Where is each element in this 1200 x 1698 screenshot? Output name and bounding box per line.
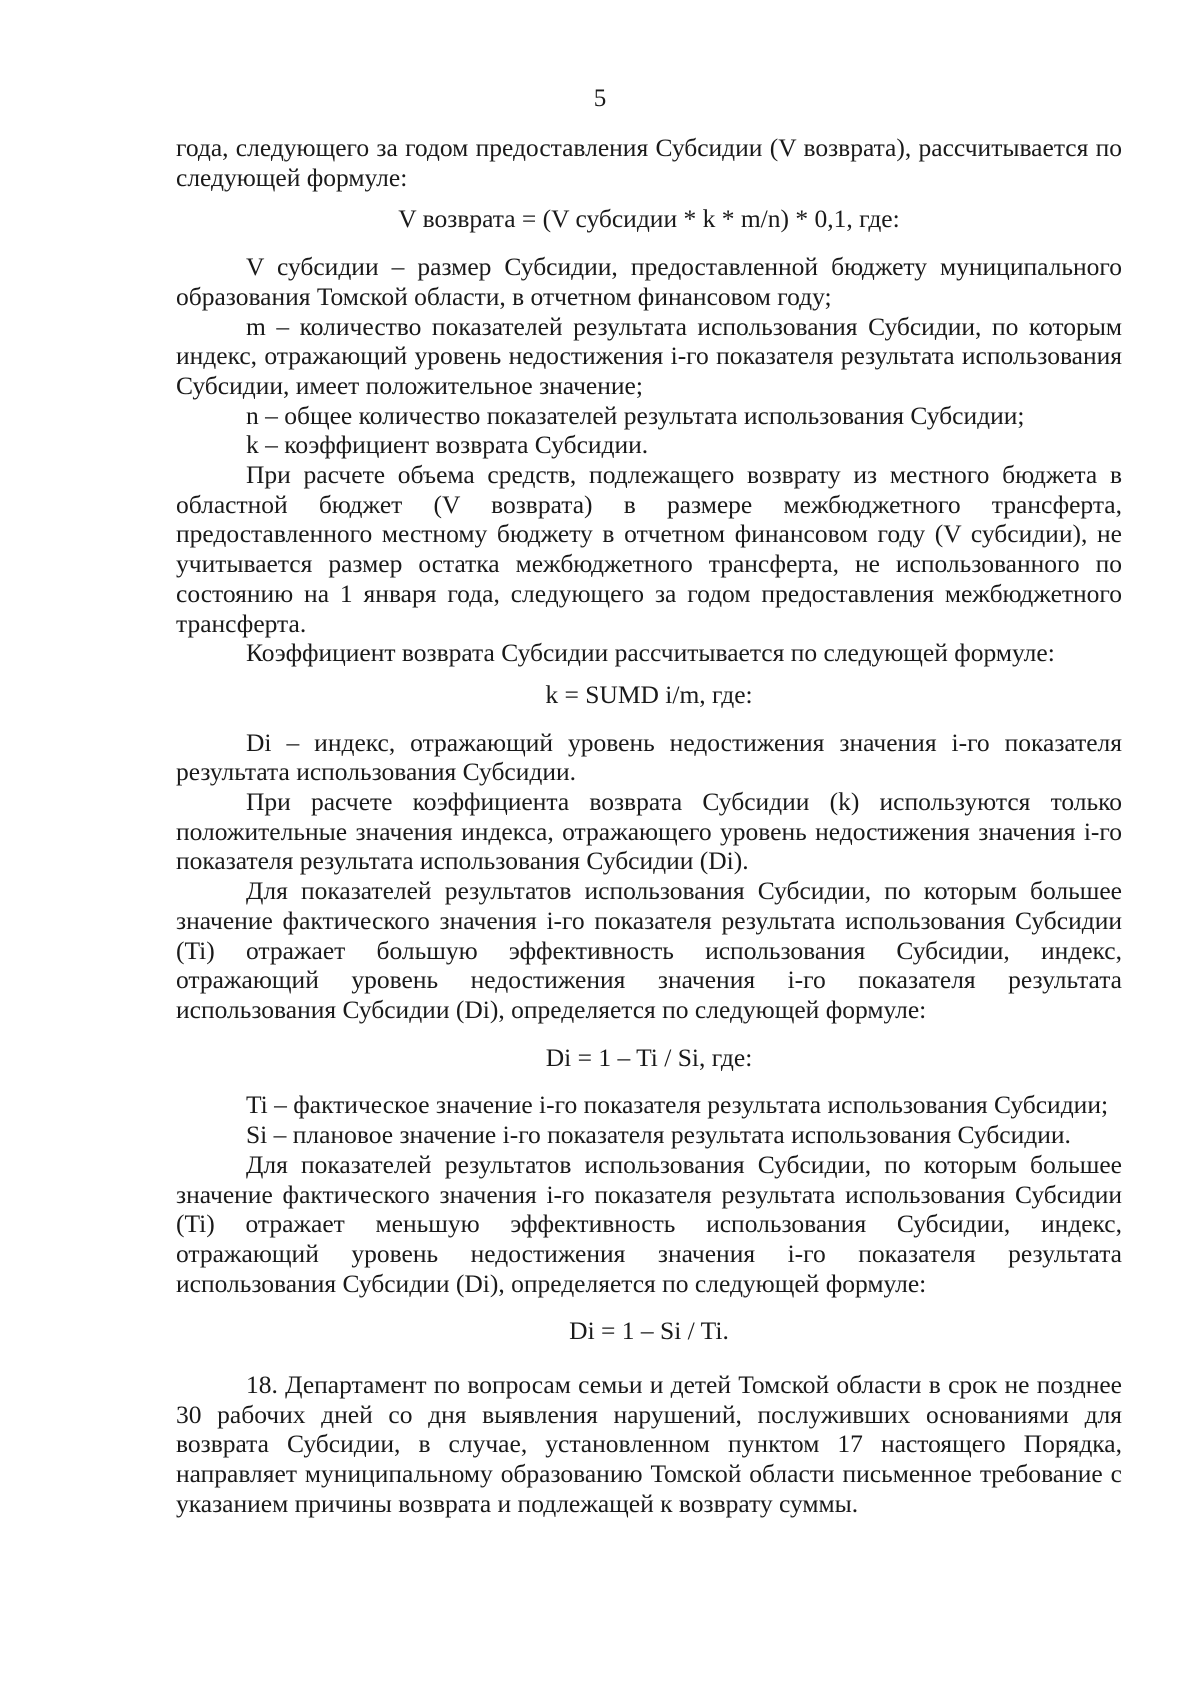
paragraph: V субсидии – размер Субсидии, предоставленной бюджету муниципального образования Томской области, в отчетном финансовом году; (176, 252, 1122, 311)
paragraph: k – коэффициент возврата Субсидии. (246, 430, 649, 460)
paragraph: n – общее количество показателей результата использования Субсидии; (246, 400, 1025, 430)
formula-di-1: Di = 1 – Ti / Si, где: (545, 1042, 753, 1072)
paragraph: 18. Департамент по вопросам семьи и детей Томской области в срок не позднее 30 рабочих дней со дня выявления нарушений, послуживших основаниями для возврата Субсидии, в случае, установленном пунктом 17 настоящего Порядка, направляет муниципальному образованию Томской области письменное требование с указанием причины возврата и подлежащей к возврату суммы. (176, 1370, 1122, 1518)
paragraph: Ti – фактическое значение i-го показателя результата использования Субсидии; (246, 1090, 1109, 1120)
paragraph: Для показателей результатов использования Субсидии, по которым большее значение фактического значения i-го показателя результата использования Субсидии (Ti) отражает меньшую эффективность использования Субсидии, индекс, отражающий уровень недостижения значения i-го показателя результата использования Субсидии (Di), определяется по следующей формуле: (176, 1149, 1122, 1298)
paragraph: При расчете объема средств, подлежащего возврату из местного бюджета в областной бюджет (V возврата) в размере межбюджетного трансферта, предоставленного местному бюджету в отчетном финансовом году (V субсидии), не учитывается размер остатка межбюджетного трансферта, не использованного по состоянию на 1 января года, следующего за годом предоставления межбюджетного трансферта. (176, 460, 1122, 638)
formula-di-2: Di = 1 – Si / Ti. (569, 1316, 729, 1346)
paragraph: Для показателей результатов использования Субсидии, по которым большее значение фактического значения i-го показателя результата использования Субсидии (Ti) отражает большую эффективность использования Субсидии, индекс, отражающий уровень недостижения значения i-го показателя результата использования Субсидии (Di), определяется по следующей формуле: (176, 876, 1122, 1024)
page-number: 5 (593, 85, 607, 112)
paragraph: Коэффициент возврата Субсидии рассчитывается по следующей формуле: (246, 638, 1055, 668)
document-body (176, 133, 1122, 1519)
paragraph: Di – индекс, отражающий уровень недостижения значения i-го показателя результата использования Субсидии. (176, 727, 1122, 787)
paragraph: m – количество показателей результата использования Субсидии, по которым индекс, отражающий уровень недостижения i-го показателя результата использования Субсидии, имеет положительное значение; (176, 311, 1122, 400)
paragraph: года, следующего за годом предоставления Субсидии (V возврата), рассчитывается по следующей формуле: (176, 133, 1122, 192)
paragraph: При расчете коэффициента возврата Субсидии (k) используются только положительные значения индекса, отражающего уровень недостижения значения i-го показателя результата использования Субсидии (Di). (176, 787, 1122, 876)
formula-k: k = SUMD i/m, где: (545, 679, 753, 709)
paragraph: Si – плановое значение i-го показателя результата использования Субсидии. (246, 1120, 1071, 1150)
formula-v-return: V возврата = (V субсидии * k * m/n) * 0,1, где: (398, 204, 900, 234)
